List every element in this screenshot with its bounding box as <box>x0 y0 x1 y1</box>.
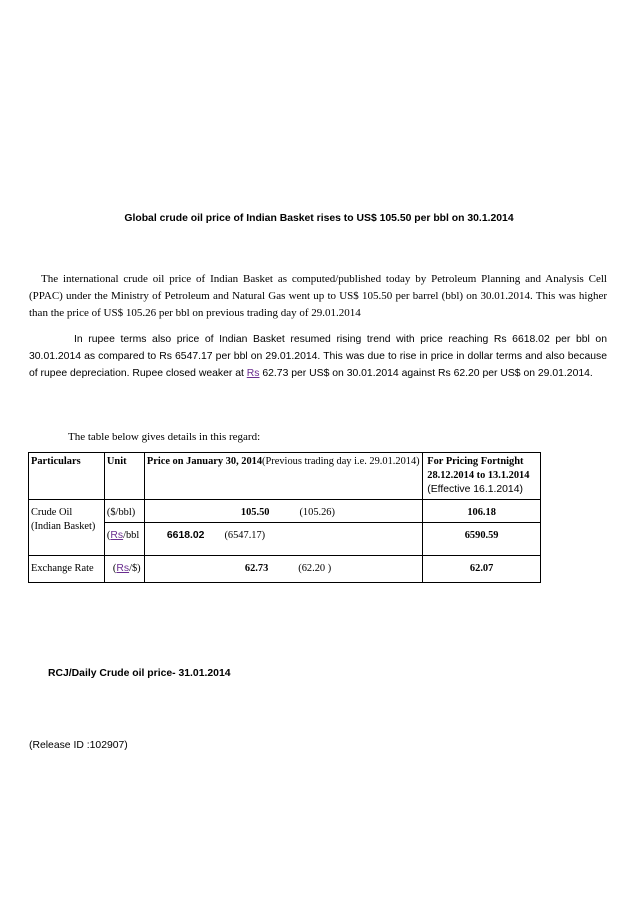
paragraph-rupee-text-start: In rupee terms also price of Indian Basket resumed rising trend with price reaching Rs 6618.02 per bbl on 30.01.2014 as compared to Rs 6547.17 per bbl on 29.01.2014. This was due to rise in price in dollar terms and also because of rupee depreciation. Rupee closed weaker at <box>29 334 607 379</box>
header-particulars: Particulars <box>29 453 105 500</box>
crude-price-rupee-cell <box>144 523 422 556</box>
unit-suffix: /$) <box>129 563 141 574</box>
rs-link[interactable]: Rs <box>246 368 260 379</box>
header-fortnight-period: For Pricing Fortnight 28.12.2014 to 13.1.2014 <box>427 456 530 481</box>
paragraph-rupee-price <box>29 331 607 382</box>
crude-unit-rupee <box>104 523 144 556</box>
exchange-unit <box>104 556 144 583</box>
header-price-previous: (Previous trading day i.e. 29.01.2014) <box>262 456 420 467</box>
unit-paren: ( <box>106 530 111 541</box>
press-release-title: Global crude oil price of Indian Basket rises to US$ 105.50 per bbl on 30.1.2014 <box>124 213 514 224</box>
exchange-previous: (62.20 ) <box>298 563 332 574</box>
paragraph-rupee-text-end: 62.73 per US$ on 30.01.2014 against Rs 62.20 per US$ on 29.01.2014. <box>259 368 593 379</box>
unit-suffix: /bbl <box>123 530 140 541</box>
table-header-row <box>29 453 541 500</box>
table-intro: The table below gives details in this regard: <box>68 431 261 443</box>
rcj-line: RCJ/Daily Crude oil price- 31.01.2014 <box>48 668 231 679</box>
exchange-fortnight: 62.07 <box>423 556 541 583</box>
exchange-rate-label: Exchange Rate <box>29 556 105 583</box>
exchange-price: 62.73 <box>244 563 269 574</box>
table-row <box>29 500 541 523</box>
table-row <box>29 523 541 556</box>
crude-unit-dollar: ($/bbl) <box>104 500 144 523</box>
header-price-date: Price on January 30, 2014 <box>146 456 263 467</box>
header-unit: Unit <box>104 453 144 500</box>
crude-price-dollar-cell <box>144 500 422 523</box>
crude-previous-dollar: (105.26) <box>299 507 335 518</box>
crude-price-rupee: 6618.02 <box>166 530 205 541</box>
crude-fortnight-dollar: 106.18 <box>423 500 541 523</box>
header-pricing-fortnight <box>423 453 541 500</box>
table-row <box>29 556 541 583</box>
rs-link[interactable]: Rs <box>116 563 130 574</box>
crude-price-dollar: 105.50 <box>240 507 270 518</box>
release-id: (Release ID :102907) <box>29 740 128 751</box>
crude-previous-rupee: (6547.17) <box>224 530 266 541</box>
price-table <box>28 452 541 583</box>
unit-paren: ( <box>112 563 117 574</box>
header-price <box>144 453 422 500</box>
paragraph-dollar-price: The international crude oil price of Indian Basket as computed/published today by Petroleum Planning and Analysis Cell (PPAC) under the Ministry of Petroleum and Natural Gas went up to US$ 105.50 per barrel (bbl) on 30.01.2014. This was higher than the price of US$ 105.26 per bbl on previous trading day of 29.01.2014 <box>29 273 607 319</box>
crude-fortnight-rupee: 6590.59 <box>423 523 541 556</box>
header-fortnight-effective: (Effective 16.1.2014) <box>427 484 523 495</box>
crude-oil-label: Crude Oil (Indian Basket) <box>29 500 105 556</box>
exchange-price-cell <box>144 556 422 583</box>
rs-link[interactable]: Rs <box>110 530 124 541</box>
